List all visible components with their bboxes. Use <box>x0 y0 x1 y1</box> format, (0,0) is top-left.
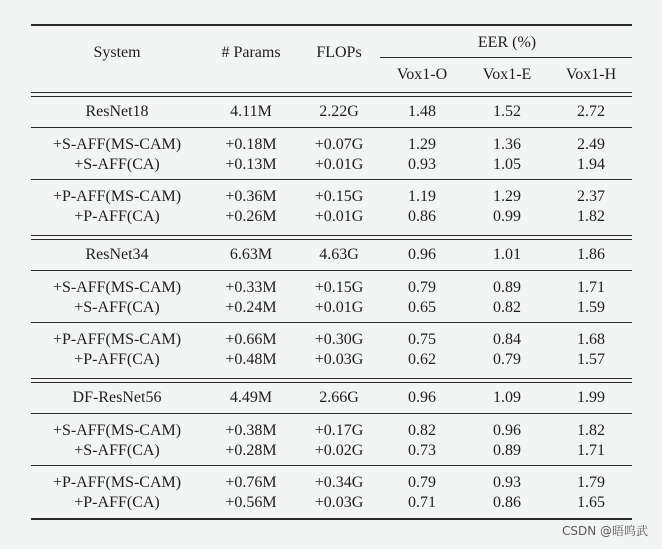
cell-vox1-h: 1.82 <box>577 208 605 225</box>
cell-system: +S-AFF(MS-CAM) <box>52 422 182 439</box>
watermark: CSDN @晤呜武 <box>561 524 648 538</box>
cell-vox1-h: 1.86 <box>577 246 605 263</box>
cell-params: +0.66M <box>225 331 277 348</box>
cell-vox1-e: 1.36 <box>493 136 521 153</box>
cell-params: +0.13M <box>225 156 277 173</box>
section-double-rule-lower <box>31 96 632 97</box>
cell-vox1-e: 0.99 <box>493 208 521 225</box>
cell-params: +0.18M <box>225 136 277 153</box>
cell-flops: +0.01G <box>314 208 364 225</box>
cell-vox1-e: 1.29 <box>493 188 521 205</box>
group-rule <box>31 127 632 128</box>
cell-flops: +0.07G <box>314 136 364 153</box>
cell-params: +0.56M <box>225 494 277 511</box>
cell-params: 4.11M <box>230 103 272 120</box>
cell-params: +0.36M <box>225 188 277 205</box>
cell-system: +P-AFF(CA) <box>74 208 160 225</box>
cell-system: +S-AFF(MS-CAM) <box>52 279 182 296</box>
cell-system: +S-AFF(CA) <box>74 156 160 173</box>
cell-system: +P-AFF(CA) <box>74 351 160 368</box>
cell-system: +P-AFF(MS-CAM) <box>52 474 182 491</box>
cell-vox1-e: 0.96 <box>493 422 521 439</box>
header-vox1-h: Vox1-H <box>565 66 617 83</box>
cell-flops: +0.34G <box>314 474 364 491</box>
cell-flops: +0.15G <box>314 188 364 205</box>
cell-vox1-o: 1.48 <box>408 103 436 120</box>
section-double-rule-upper <box>31 378 632 379</box>
cell-flops: 2.22G <box>319 103 359 120</box>
eer-group-rule <box>380 57 632 58</box>
cell-vox1-e: 0.84 <box>493 331 521 348</box>
cell-params: +0.33M <box>225 279 277 296</box>
cell-system: ResNet18 <box>85 103 149 120</box>
cell-flops: +0.01G <box>314 299 364 316</box>
cell-vox1-e: 1.52 <box>493 103 521 120</box>
cell-flops: 4.63G <box>319 246 359 263</box>
cell-vox1-o: 0.86 <box>408 208 436 225</box>
group-rule <box>31 179 632 180</box>
cell-vox1-h: 1.94 <box>577 156 605 173</box>
cell-flops: +0.03G <box>314 351 364 368</box>
cell-vox1-e: 0.89 <box>493 279 521 296</box>
cell-system: +P-AFF(MS-CAM) <box>52 188 182 205</box>
cell-flops: +0.03G <box>314 494 364 511</box>
cell-vox1-o: 0.79 <box>408 279 436 296</box>
header-vox1-o: Vox1-O <box>396 66 448 83</box>
cell-params: +0.48M <box>225 351 277 368</box>
cell-vox1-h: 1.59 <box>577 299 605 316</box>
section-double-rule-upper <box>31 235 632 236</box>
cell-vox1-e: 0.79 <box>493 351 521 368</box>
section-double-rule-lower <box>31 382 632 383</box>
table-top-rule <box>31 24 632 26</box>
cell-flops: +0.30G <box>314 331 364 348</box>
header-vox1-e: Vox1-E <box>482 66 532 83</box>
cell-system: +S-AFF(CA) <box>74 299 160 316</box>
cell-vox1-h: 1.82 <box>577 422 605 439</box>
section-double-rule-upper <box>31 92 632 93</box>
cell-vox1-o: 1.19 <box>408 188 436 205</box>
cell-vox1-o: 0.79 <box>408 474 436 491</box>
cell-params: +0.76M <box>225 474 277 491</box>
cell-vox1-h: 1.71 <box>577 442 605 459</box>
cell-vox1-o: 0.96 <box>408 389 436 406</box>
cell-vox1-h: 2.37 <box>577 188 605 205</box>
cell-params: +0.28M <box>225 442 277 459</box>
group-rule <box>31 465 632 466</box>
cell-vox1-h: 1.71 <box>577 279 605 296</box>
cell-vox1-h: 1.57 <box>577 351 605 368</box>
cell-params: +0.26M <box>225 208 277 225</box>
cell-vox1-h: 1.68 <box>577 331 605 348</box>
cell-system: ResNet34 <box>85 246 149 263</box>
cell-vox1-h: 1.79 <box>577 474 605 491</box>
header-params: # Params <box>221 44 281 61</box>
group-rule <box>31 270 632 271</box>
cell-params: 4.49M <box>229 389 273 406</box>
table-bottom-rule <box>31 518 632 520</box>
cell-vox1-h: 1.99 <box>577 389 605 406</box>
group-rule <box>31 322 632 323</box>
cell-vox1-o: 0.75 <box>408 331 436 348</box>
section-double-rule-lower <box>31 239 632 240</box>
cell-vox1-h: 1.65 <box>577 494 605 511</box>
cell-flops: +0.01G <box>314 156 364 173</box>
cell-system: +P-AFF(CA) <box>74 494 160 511</box>
cell-flops: +0.02G <box>314 442 364 459</box>
cell-params: +0.24M <box>225 299 277 316</box>
cell-params: +0.38M <box>225 422 277 439</box>
cell-flops: +0.17G <box>314 422 364 439</box>
cell-system: +P-AFF(MS-CAM) <box>52 331 182 348</box>
cell-vox1-o: 0.73 <box>408 442 436 459</box>
cell-vox1-o: 1.29 <box>408 136 436 153</box>
header-flops: FLOPs <box>316 44 362 61</box>
cell-vox1-e: 0.93 <box>493 474 521 491</box>
cell-vox1-o: 0.62 <box>408 351 436 368</box>
group-rule <box>31 413 632 414</box>
cell-system: DF-ResNet56 <box>72 389 162 406</box>
cell-flops: 2.66G <box>319 389 359 406</box>
cell-vox1-e: 0.86 <box>493 494 521 511</box>
cell-vox1-o: 0.93 <box>408 156 436 173</box>
cell-vox1-e: 1.09 <box>493 389 521 406</box>
cell-vox1-e: 1.01 <box>493 246 521 263</box>
header-eer: EER (%) <box>477 34 537 51</box>
cell-system: +S-AFF(MS-CAM) <box>52 136 182 153</box>
cell-system: +S-AFF(CA) <box>74 442 160 459</box>
cell-vox1-e: 0.82 <box>493 299 521 316</box>
cell-vox1-h: 2.72 <box>577 103 605 120</box>
cell-vox1-e: 0.89 <box>493 442 521 459</box>
cell-flops: +0.15G <box>314 279 364 296</box>
header-system: System <box>93 44 141 61</box>
cell-params: 6.63M <box>229 246 273 263</box>
cell-vox1-e: 1.05 <box>493 156 521 173</box>
cell-vox1-o: 0.96 <box>408 246 436 263</box>
cell-vox1-o: 0.65 <box>408 299 436 316</box>
cell-vox1-o: 0.82 <box>408 422 436 439</box>
cell-vox1-h: 2.49 <box>577 136 605 153</box>
cell-vox1-o: 0.71 <box>408 494 436 511</box>
